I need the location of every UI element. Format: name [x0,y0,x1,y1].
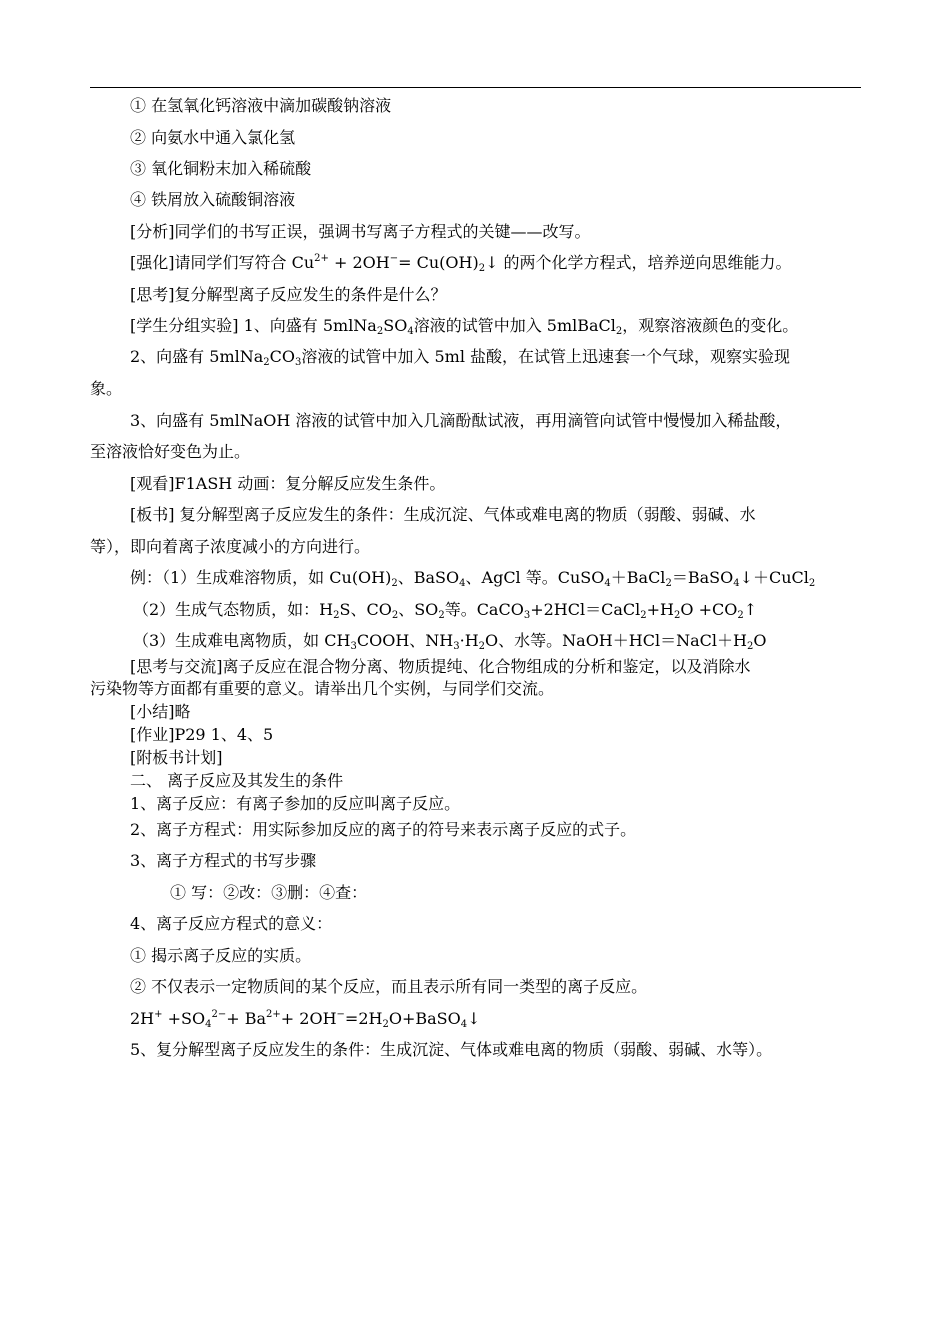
text-line: [小结]略 [130,702,191,721]
text-line: 至溶液恰好变色为止。 [90,442,251,461]
text-line: ③ 氧化铜粉末加入稀硫酸 [130,159,312,178]
text-line: [学生分组实验] 1、向盛有 $5mlNa_2SO_4$溶液的试管中加入 5mlBaCl$_2$，观察溶液颜色的变化。 [130,316,799,337]
text-line: [附板书计划] [130,748,223,767]
text-line: [板书] 复分解型离子反应发生的条件：生成沉淀、气体或难电离的物质（弱酸、弱碱、水 [130,505,756,524]
text-line: ① 写：②改：③删：④查： [170,883,368,902]
text-line: [作业]P29 1、4、5 [130,725,274,744]
text-line: （3）生成难电离物质，如 $CH_3COOH$、$NH_3\cdot H_2O$、水等。$NaOH+HCl=NaCl+H_2O$ [133,631,767,652]
text-line: 例：（1）生成难溶物质，如 $Cu(OH)_2$、BaSO$_4$、AgCl 等。CuSO$_4$＋BaCl$_2$＝BaSO$_4$↓＋CuCl$_2$ [130,568,816,589]
text-line: [思考]复分解型离子反应发生的条件是什么？ [130,285,447,304]
text-line: 2、离子方程式：用实际参加反应的离子的符号来表示离子反应的式子。 [130,820,637,839]
text-line: 二、 离子反应及其发生的条件 [130,771,344,790]
text-line: $2H^+ +SO_4^{2-}+ Ba^{2+}+$ $2OH^-=2H_2O+BaSO_4↓$ [130,1009,481,1030]
text-line: 象。 [90,379,123,398]
text-line: ② 不仅表示一定物质间的某个反应，而且表示所有同一类型的离子反应。 [130,977,648,996]
text-line: 等），即向着离子浓度减小的方向进行。 [90,537,371,556]
text-line: 3、离子方程式的书写步骤 [130,851,317,870]
text-line: 4、离子反应方程式的意义： [130,914,333,933]
header-rule [90,87,861,88]
text-line: （2）生成气态物质，如：$H_2S$、$CO_2$、$SO_2$等。$CaCO_3+2HCl=CaCl_2+H_2O$ $+CO_2↑$ [133,600,758,621]
text-line: 2、向盛有 $5mlNa_2CO_3$溶液的试管中加入 5ml 盐酸，在试管上迅速套一个气球，观察实验现 [130,347,791,368]
text-line: [强化]请同学们写符合 $Cu^{2+} + 2OH^-=$ $Cu(OH)_2↓$ 的两个化学方程式，培养逆向思维能力。 [130,253,792,274]
text-line: ② 向氨水中通入氯化氢 [130,128,296,147]
text-line: 3、向盛有 5mlNaOH 溶液的试管中加入几滴酚酞试液，再用滴管向试管中慢慢加入稀盐酸， [130,411,792,430]
text-line: 5、复分解型离子反应发生的条件：生成沉淀、气体或难电离的物质（弱酸、弱碱、水等）。 [130,1040,773,1059]
text-line: 1、离子反应：有离子参加的反应叫离子反应。 [130,794,461,813]
text-line: [思考与交流]离子反应在混合物分离、物质提纯、化合物组成的分析和鉴定，以及消除水 [130,657,751,676]
text-line: ④ 铁屑放入硫酸铜溶液 [130,190,296,209]
text-line: ① 在氢氧化钙溶液中滴加碳酸钠溶液 [130,96,392,115]
text-line: 污染物等方面都有重要的意义。请举出几个实例，与同学们交流。 [90,679,555,698]
text-line: [观看]F1ASH 动画：复分解反应发生条件。 [130,474,446,493]
text-line: [分析]同学们的书写正误，强调书写离子方程式的关键——改写。 [130,222,591,241]
text-line: ① 揭示离子反应的实质。 [130,946,312,965]
